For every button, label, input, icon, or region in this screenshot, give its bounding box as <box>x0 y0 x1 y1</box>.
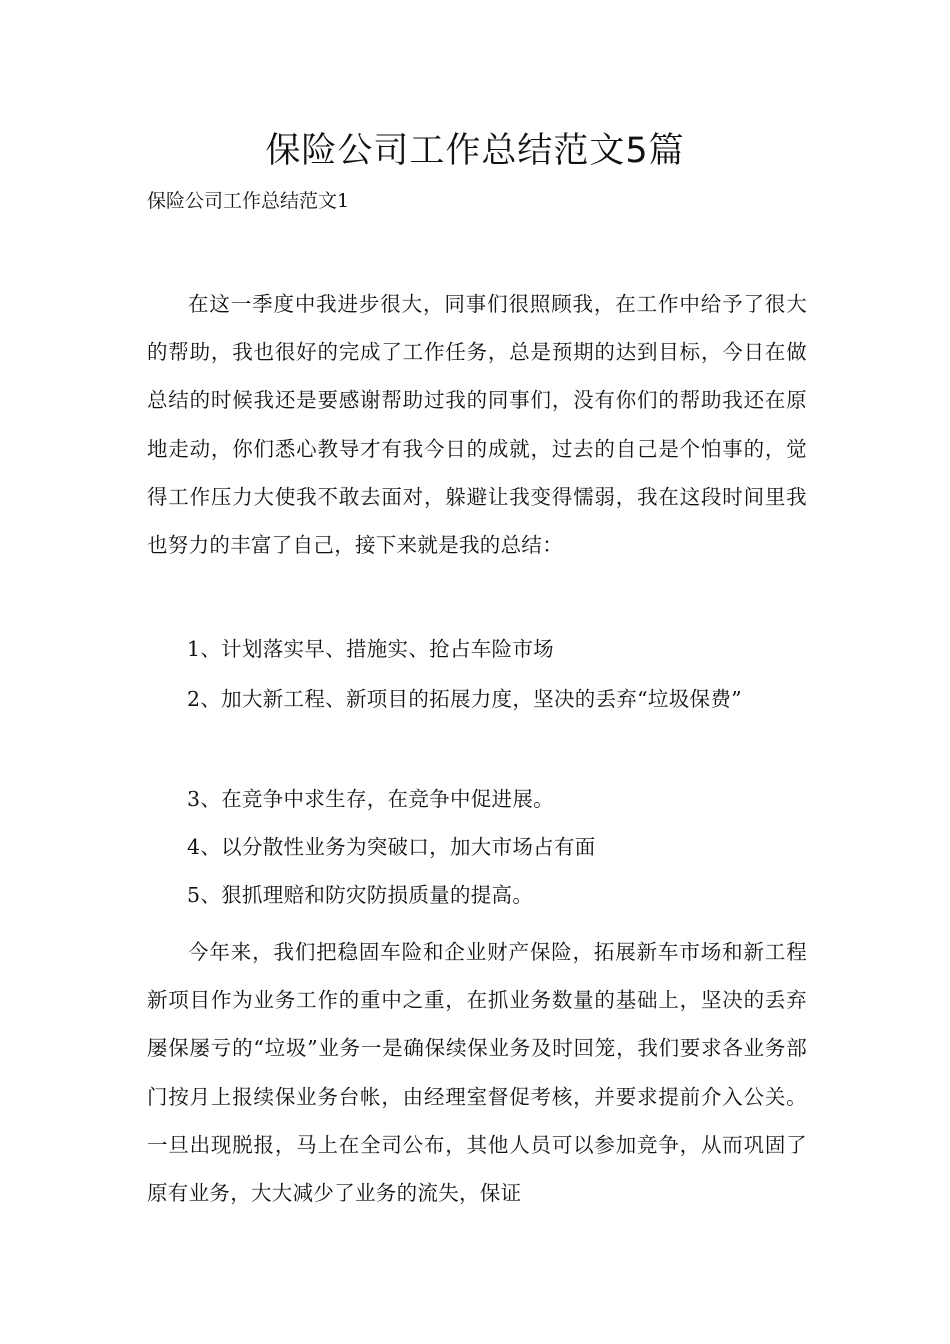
list-item: 3、在竞争中求生存，在竞争中促进展。 <box>187 787 554 811</box>
list-item: 2、加大新工程、新项目的拓展力度，坚决的丢弃“垃圾保费” <box>187 687 742 711</box>
section-subtitle: 保险公司工作总结范文1 <box>147 190 350 212</box>
list-item: 4、以分散性业务为突破口，加大市场占有面 <box>187 835 596 859</box>
document-title: 保险公司工作总结范文5篇 <box>265 131 685 171</box>
list-item: 1、计划落实早、措施实、抢占车险市场 <box>187 637 554 661</box>
paragraph-intro: 在这一季度中我进步很大，同事们很照顾我，在工作中给予了很大的帮助，我也很好的完成了工作任务，总是预期的达到目标，今日在做总结的时候我还是要感谢帮助过我的同事们，没有你们的帮助我还在原地走动，你们悉心教导才有我今日的成就，过去的自己是个怕事的，觉得工作压力大使我不敢去面对，躲避让我变得懦弱，我在这段时间里我也努力的丰富了自己，接下来就是我的总结： <box>147 292 807 558</box>
list-item: 5、狠抓理赔和防灾防损质量的提高。 <box>187 883 534 907</box>
paragraph-body: 今年来，我们把稳固车险和企业财产保险，拓展新车市场和新工程新项目作为业务工作的重中之重，在抓业务数量的基础上，坚决的丢弃屡保屡亏的“垃圾”业务一是确保续保业务及时回笼，我们要求各业务部门按月上报续保业务台帐，由经理室督促考核，并要求提前介入公关。一旦出现脱报，马上在全司公布，其他人员可以参加竞争，从而巩固了原有业务，大大减少了业务的流失，保证 <box>147 940 807 1206</box>
